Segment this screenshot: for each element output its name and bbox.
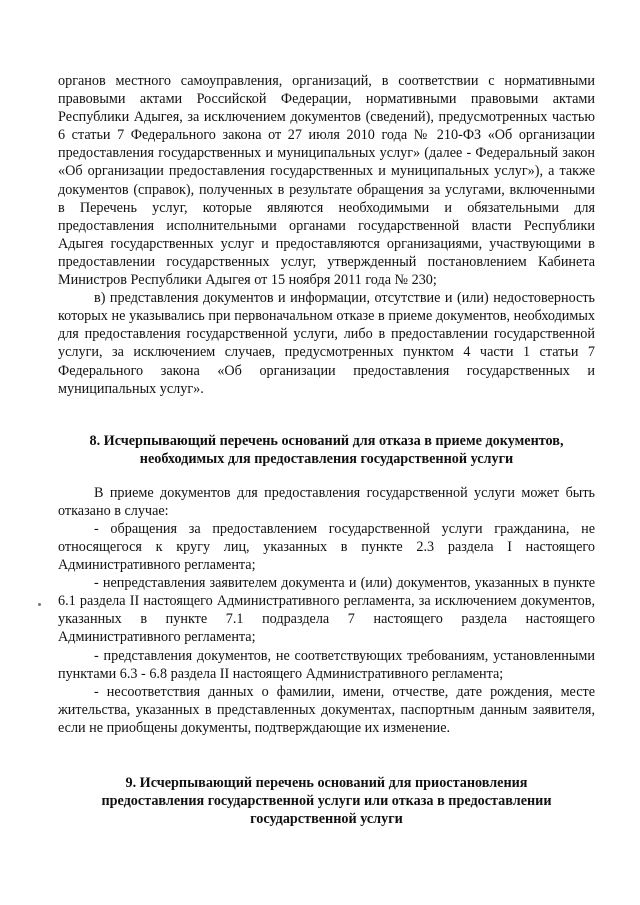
list-item: - обращения за предоставлением государственной услуги гражданина, не относящегося к кругу лиц, указанных в пункте 2.3 раздела I настоящего Административного регламента; (58, 520, 595, 574)
list-item: - несоответствия данных о фамилии, имени, отчестве, дате рождения, месте жительства, указанных в представленных документах, паспортным данным заявителя, если не приобщены документы, подтверждающие их изменение. (58, 683, 595, 736)
spacer (58, 398, 595, 432)
section8-intro: В приеме документов для предоставления государственной услуги может быть отказано в случае: (58, 484, 595, 519)
spacer (58, 737, 595, 774)
section-heading-8: 8. Исчерпывающий перечень оснований для отказа в приеме документов, необходимых для предоставления государственной услуги (89, 432, 564, 467)
document-page (58, 72, 595, 828)
list-item: - представления документов, не соответствующих требованиям, установленными пунктами 6.3 - 6.8 раздела II настоящего Административного регламента; (58, 647, 595, 682)
paragraph-item-v: в) представления документов и информации, отсутствие и (или) недостоверность которых не указывались при первоначальном отказе в приеме документов, необходимых для предоставления государственной услуги, либо в предоставлении государственной услуги, за исключением случаев, предусмотренных пунктом 4 части 1 статьи 7 Федерального закона «Об организации предоставления государственных и муниципальных услуг». (58, 290, 595, 397)
scan-speck (38, 603, 41, 606)
section-heading-9: 9. Исчерпывающий перечень оснований для приостановления предоставления государственной услуги или отказа в предоставлении государственной услуги (101, 775, 552, 827)
paragraph-continued: органов местного самоуправления, организаций, в соответствии с нормативными правовыми актами Российской Федерации, нормативными правовыми актами Республики Адыгея, за исключением документов (сведений), предусмотренных частью 6 статьи 7 Федерального закона от 27 июля 2010 года № 210-ФЗ «Об организации предоставления государственных и муниципальных услуг» (далее - Федеральный закон «Об организации предоставления государственных и муниципальных услуг»), а также документов (справок), полученных в результате обращения за услугами, включенными в Перечень услуг, которые являются необходимыми и обязательными для предоставления исполнительными органами государственной власти Республики Адыгея государственных услуг и предоставляются организациями, участвующими в предоставлении государственных услуг, утвержденный постановлением Кабинета Министров Республики Адыгея от 15 ноября 2011 года № 230; (58, 73, 595, 289)
list-item: - непредставления заявителем документа и (или) документов, указанных в пункте 6.1 раздела II настоящего Административного регламента, за исключением документов, указанных в пункте 7.1 подраздела 7 настоящего раздела настоящего Административного регламента; (58, 575, 595, 646)
spacer (58, 468, 595, 484)
